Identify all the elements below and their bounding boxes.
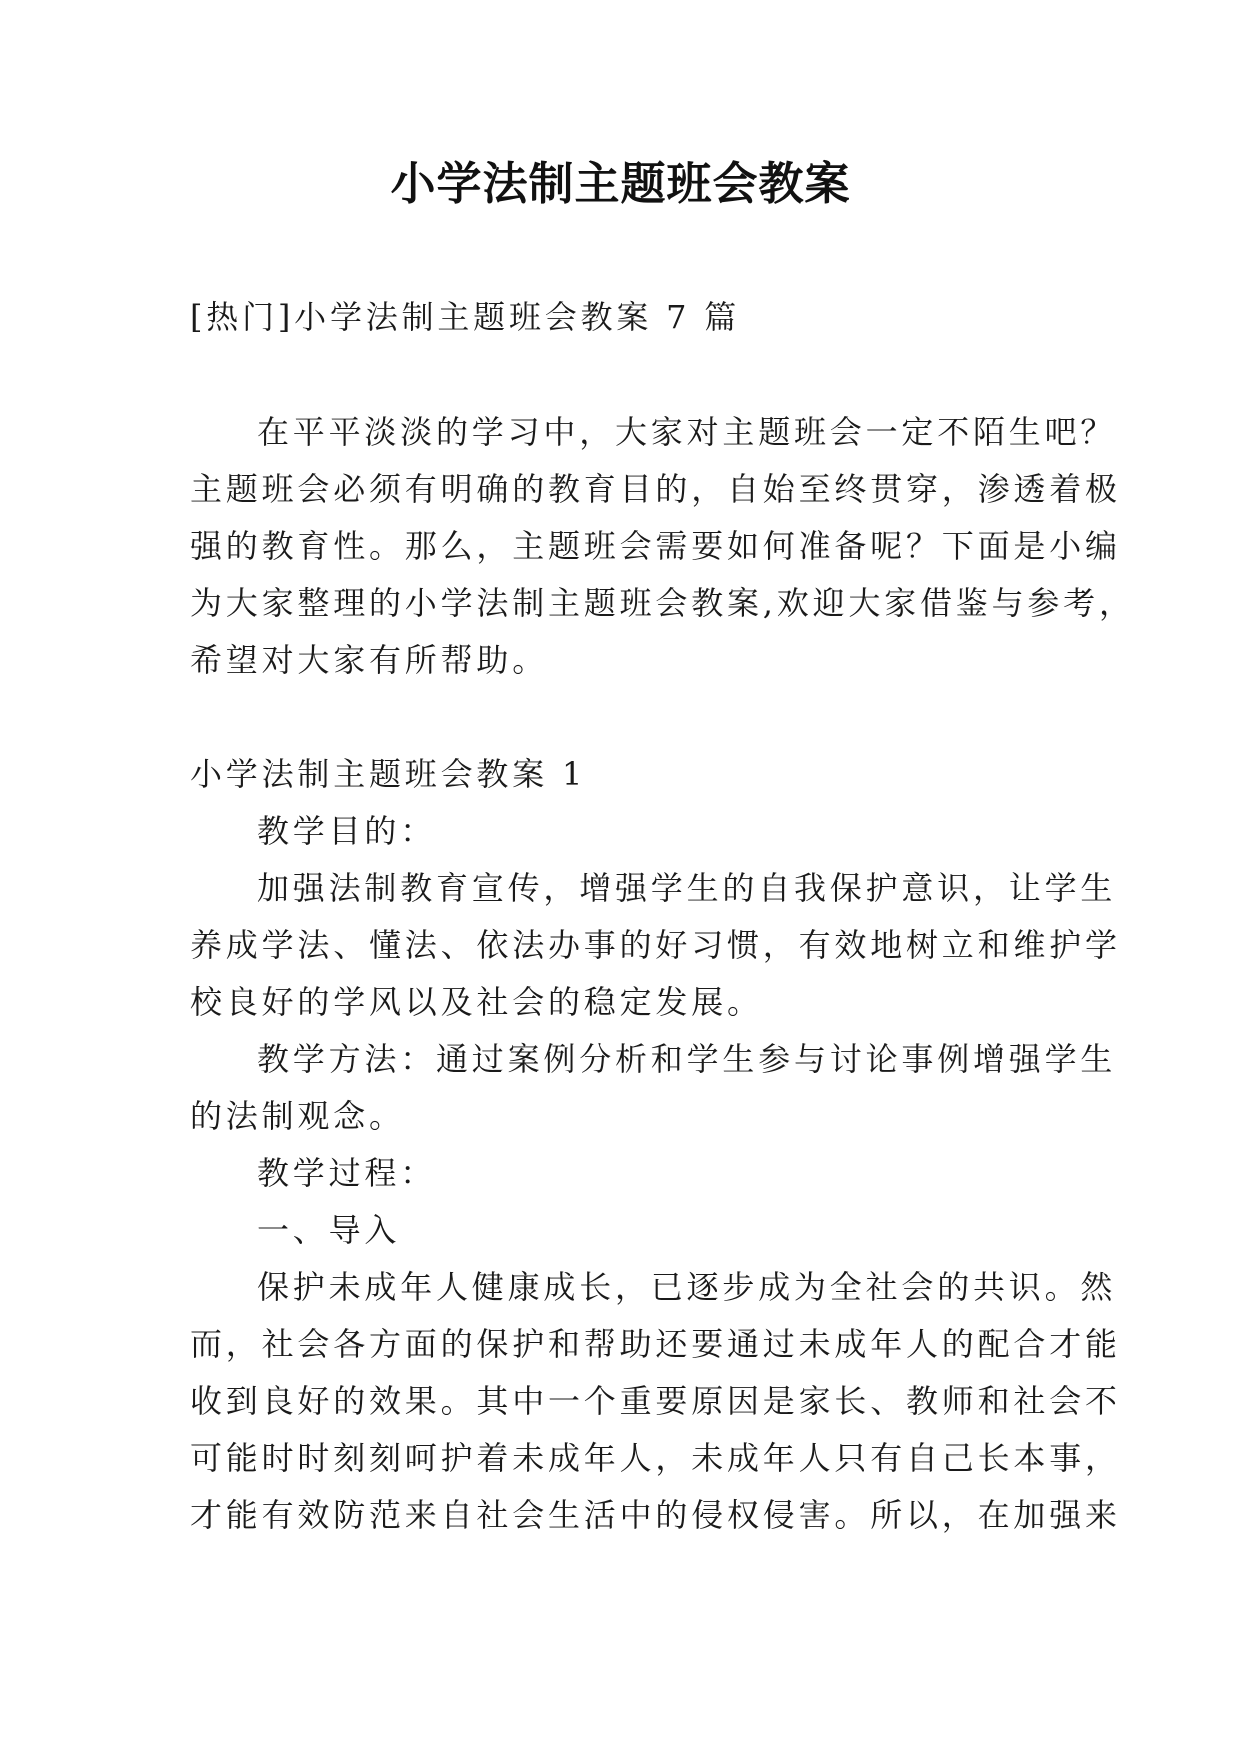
document-subtitle: [热门]小学法制主题班会教案 7 篇 [190, 298, 741, 336]
body-line: 保护未成年人健康成长，已逐步成为全社会的共识。然 [257, 1268, 1117, 1306]
body-line: 校良好的学风以及社会的稳定发展。 [190, 983, 763, 1021]
body-line: 而，社会各方面的保护和帮助还要通过未成年人的配合才能 [190, 1325, 1121, 1363]
body-line: 的法制观念。 [190, 1097, 405, 1135]
body-line: 养成学法、懂法、依法办事的好习惯，有效地树立和维护学 [190, 926, 1121, 964]
body-line: 教学过程： [257, 1154, 437, 1192]
body-line: 收到良好的效果。其中一个重要原因是家长、教师和社会不 [190, 1382, 1121, 1420]
body-line: 才能有效防范来自社会生活中的侵权侵害。所以，在加强来 [190, 1496, 1121, 1534]
intro-line: 主题班会必须有明确的教育目的，自始至终贯穿，渗透着极 [190, 470, 1121, 508]
document-title: 小学法制主题班会教案 [390, 157, 851, 210]
body-line: 一、导入 [257, 1211, 401, 1249]
body-line: 可能时时刻刻呵护着未成年人，未成年人只有自己长本事， [190, 1439, 1121, 1477]
section-heading: 小学法制主题班会教案 1 [190, 755, 587, 793]
intro-line: 希望对大家有所帮助。 [190, 641, 549, 679]
body-line: 教学目的： [257, 812, 437, 850]
intro-line: 强的教育性。那么，主题班会需要如何准备呢？下面是小编 [190, 527, 1121, 565]
body-line: 加强法制教育宣传，增强学生的自我保护意识，让学生 [257, 869, 1117, 907]
body-line: 教学方法：通过案例分析和学生参与讨论事例增强学生 [257, 1040, 1117, 1078]
intro-line: 在平平淡淡的学习中，大家对主题班会一定不陌生吧？ [257, 413, 1117, 451]
intro-line: 为大家整理的小学法制主题班会教案,欢迎大家借鉴与参考， [190, 584, 1135, 622]
